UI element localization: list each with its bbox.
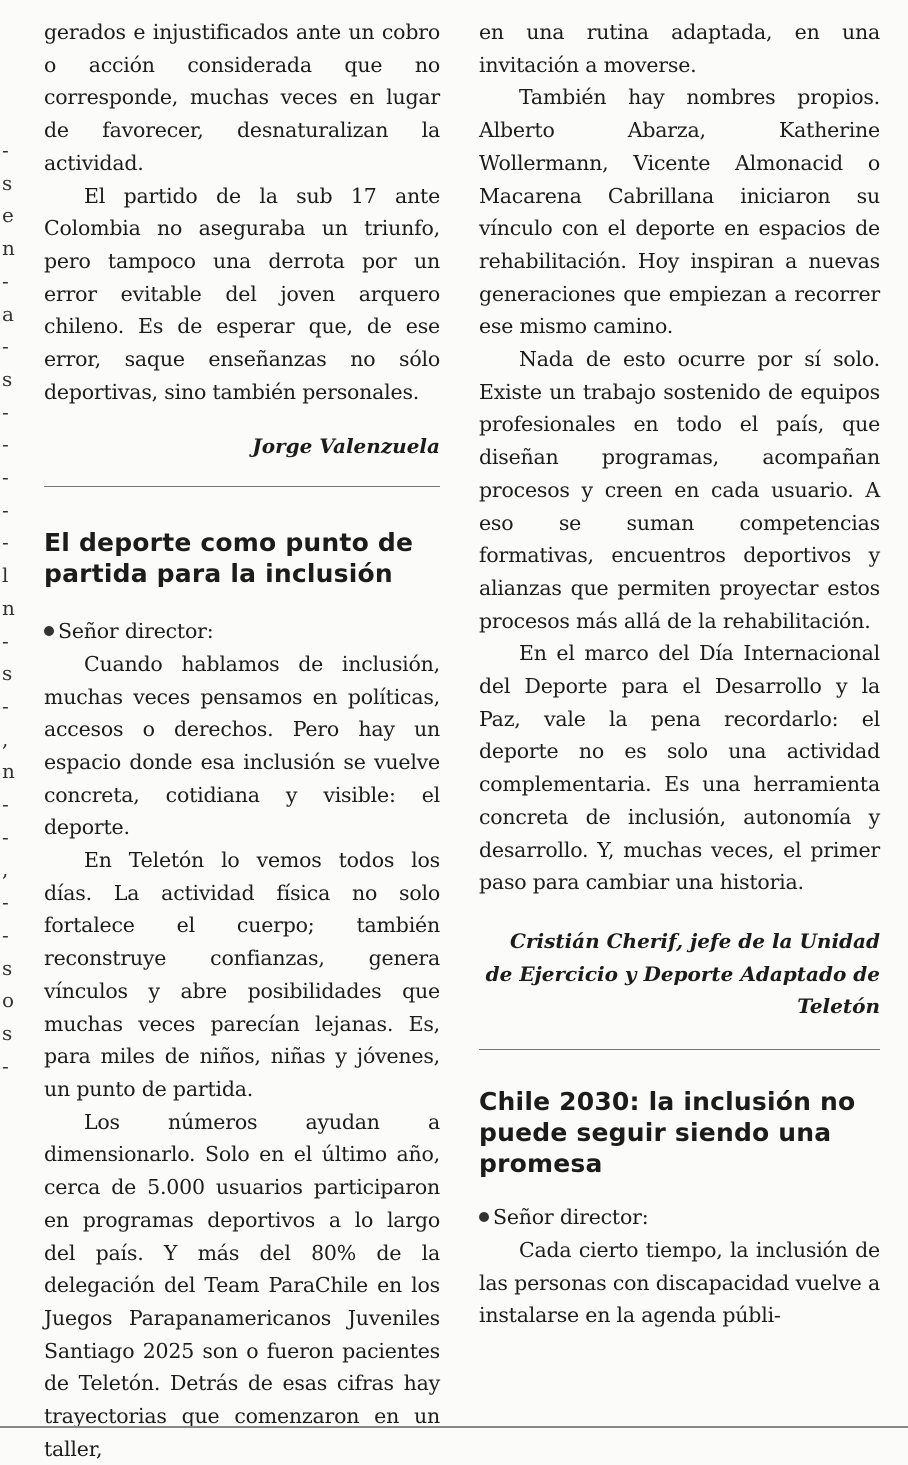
letter-2-headline: El deporte como punto de partida para la inclusión (44, 528, 414, 589)
edge-fragment: - (2, 399, 9, 424)
edge-fragment: - (2, 1053, 9, 1078)
edge-fragment: o (2, 988, 15, 1013)
edge-fragment: - (2, 465, 9, 489)
edge-fragment: s (2, 170, 13, 195)
edge-fragment: - (2, 890, 9, 915)
edge-fragment: , (2, 726, 9, 751)
letter-2-paragraph-2: En Teletón lo vemos todos los días. La actividad física no solo fortalece el cuerpo; también reconstruye confianzas, genera vínculos y abre posibilidades que muchas veces parecían lejanas. Es, para miles de niños, niñas y jóvenes, un punto de partida. (44, 848, 440, 1101)
letter-2-salutation: Señor director: (58, 619, 214, 644)
edge-fragment: l (2, 563, 9, 588)
letter-2-paragraph-6: En el marco del Día Internacional del Deporte para el Desarrollo y la Paz, vale la pena recordarlo: el deporte no es solo una actividad complementaria. Es una herramienta concreta de inclusión, autonomía y desarrollo. Y, muchas veces, el primer paso para cambiar una historia. (479, 641, 880, 895)
edge-fragment: n (2, 759, 15, 784)
letter-2-salutation-line (44, 615, 440, 648)
edge-fragment: n (2, 236, 15, 261)
letter-3-headline: Chile 2030: la inclusión no puede seguir siendo una promesa (479, 1087, 856, 1179)
bullet-icon (44, 626, 54, 636)
edge-fragment: - (2, 138, 9, 162)
adjacent-column-edge (0, 0, 14, 1400)
letter-1-paragraph: El partido de la sub 17 ante Colombia no aseguraba un triunfo, pero tampoco una derrota por un error evitable del joven arquero chileno. Es de esperar que, de ese error, saque enseñanzas no sólo deportivas, sino también personales. (44, 183, 440, 404)
letter-3-salutation-line (479, 1201, 880, 1234)
edge-fragment: - (2, 922, 9, 947)
edge-fragment: a (2, 301, 14, 326)
right-column (479, 16, 880, 1332)
bullet-icon (479, 1212, 489, 1222)
edge-fragment: s (2, 1020, 13, 1045)
edge-fragment: - (2, 628, 9, 653)
letter-2-paragraph-1: Cuando hablamos de inclusión, muchas veces pensamos en políticas, accesos o derechos. Pero hay un espacio donde esa inclusión se vuelve concreta, cotidiana y visible: el deporte. (44, 651, 440, 840)
letter-2-paragraph-4: También hay nombres propios. Alberto Abarza, Katherine Wollermann, Vicente Almonacid o Macarena Cabrillana iniciaron su vínculo con el deporte en espacios de rehabilitación. Hoy inspiran a nuevas generaciones que empiezan a recorrer ese mismo camino. (479, 85, 880, 339)
edge-fragment: , (2, 857, 9, 882)
edge-fragment: - (2, 432, 9, 457)
edge-fragment: - (2, 530, 9, 555)
letter-2-paragraph-3: Los números ayudan a dimensionarlo. Solo en el último año, cerca de 5.000 usuarios participaron en programas deportivos a lo largo del país. Y más del 80% de la delegación del Team ParaChile en los Juegos Parapanamericanos Juveniles Santiago 2025 son o fueron pacientes de Teletón. Detrás de esas cifras hay trayectorias que comenzaron en un taller, (44, 1109, 440, 1461)
page-bottom-rule (0, 1426, 908, 1428)
edge-fragment: - (2, 497, 9, 522)
letter-3-salutation: Señor director: (493, 1205, 649, 1230)
letter-1-continuation: gerados e injustificados ante un cobro o acción considerada que no corresponde, muchas veces en lugar de favorecer, desnaturalizan la actividad. (44, 20, 440, 175)
letter-2-paragraph-3-continuation: en una rutina adaptada, en una invitación a moverse. (479, 20, 880, 77)
letter-1-signature: Jorge Valenzuela (252, 434, 440, 459)
edge-fragment: s (2, 955, 13, 980)
edge-fragment: - (2, 268, 9, 293)
edge-fragment: s (2, 661, 13, 686)
edge-fragment: s (2, 366, 13, 391)
left-column (44, 16, 440, 1465)
edge-fragment: n (2, 595, 15, 620)
edge-fragment: - (2, 693, 9, 718)
letter-3-paragraph-1: Cada cierto tiempo, la inclusión de las personas con discapacidad vuelve a instalarse en la agenda públi- (479, 1237, 880, 1328)
letter-2-signature: Cristián Cherif, jefe de la Unidad de Ejercicio y Deporte Adaptado de Teletón (485, 928, 880, 1019)
edge-fragment: - (2, 824, 9, 849)
section-divider (479, 1049, 880, 1050)
edge-fragment: - (2, 792, 9, 816)
edge-fragment: - (2, 334, 9, 359)
edge-fragment: e (2, 203, 14, 228)
section-divider (44, 486, 440, 487)
letter-2-paragraph-5: Nada de esto ocurre por sí solo. Existe un trabajo sostenido de equipos profesionales en todo el país, que diseñan programas, acompañan procesos y creen en cada usuario. A eso se suman competencias formativas, encuentros deportivos y alianzas que permiten proyectar estos procesos más allá de la rehabilitación. (479, 347, 880, 633)
